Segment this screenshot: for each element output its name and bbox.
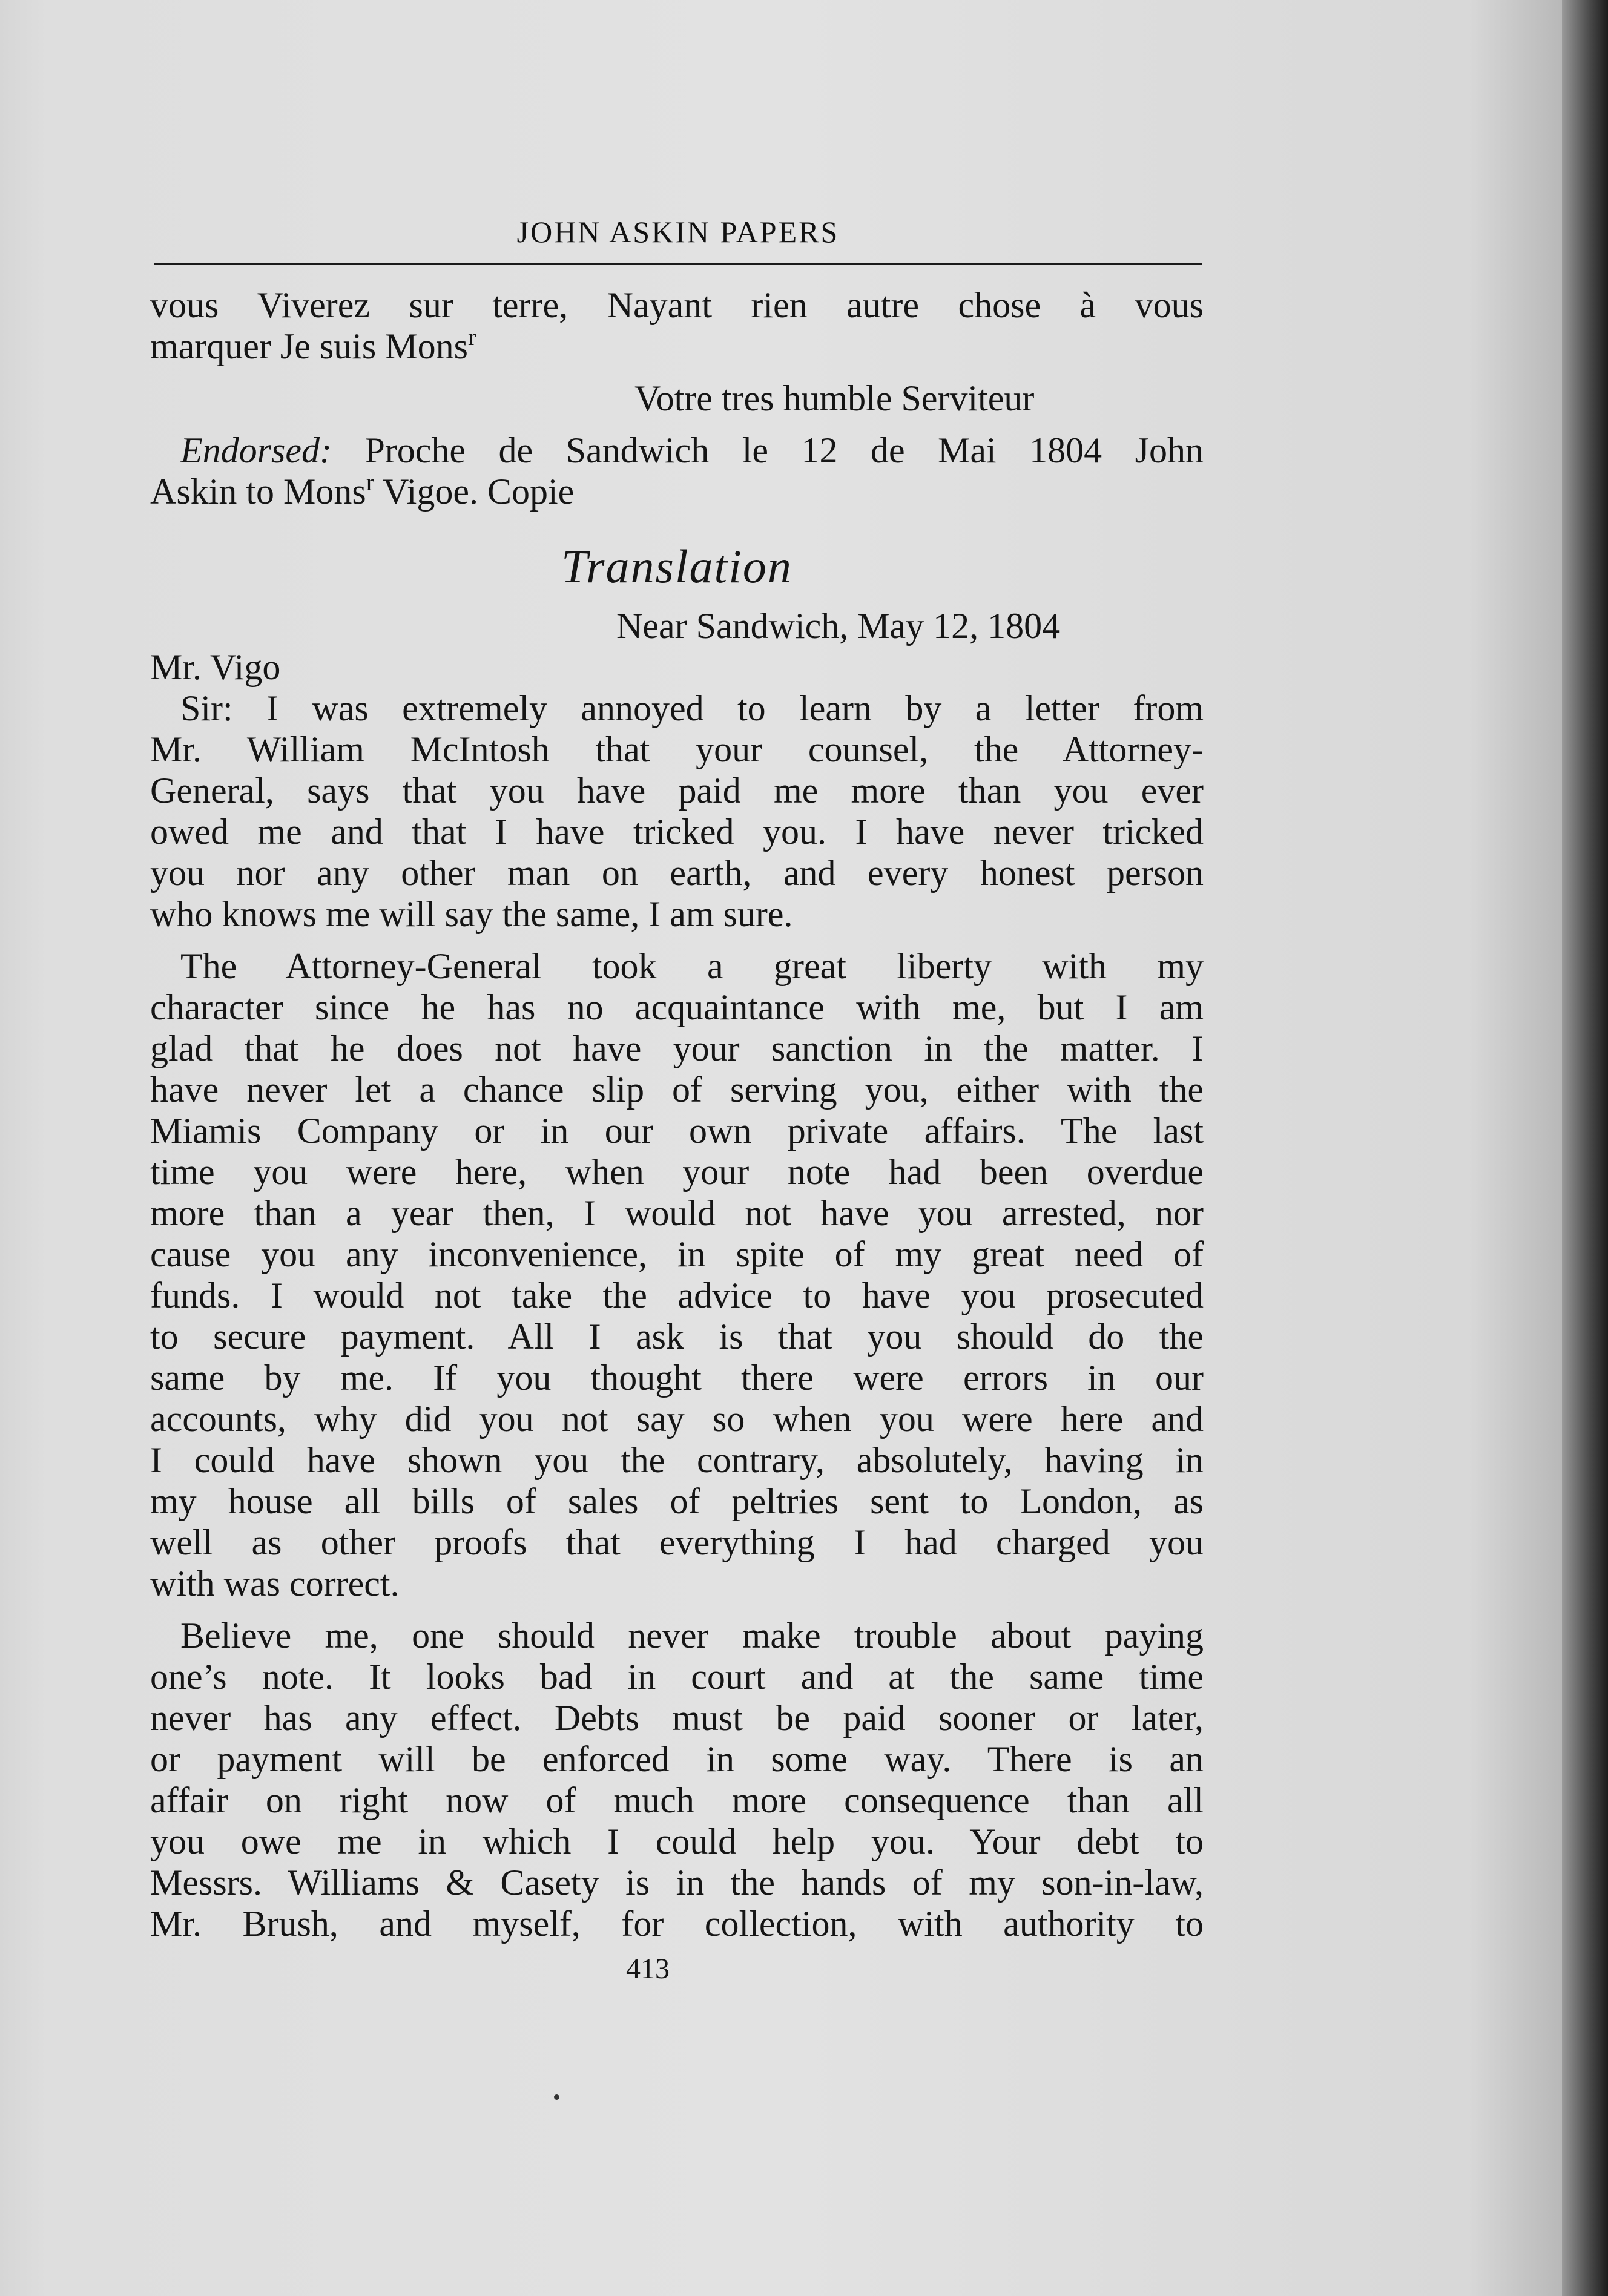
page-edge-shadow — [1562, 0, 1608, 2296]
endorsement-text: Proche de Sandwich le 12 de Mai 1804 John — [331, 430, 1204, 470]
text-line: you owe me in which I could help you. Your debt to — [150, 1821, 1204, 1861]
text-line: with was correct. — [150, 1564, 400, 1604]
text-line: time you were here, when your note had been overdue — [150, 1152, 1204, 1192]
text-line: never has any effect. Debts must be paid sooner or later, — [150, 1698, 1204, 1738]
text-line: The Attorney-General took a great liberty with my — [180, 946, 1204, 986]
text-line: affair on right now of much more consequence than all — [150, 1780, 1204, 1820]
header-rule — [154, 263, 1202, 265]
superscript-r: r — [467, 323, 476, 350]
text-line: funds. I would not take the advice to have you prosecuted — [150, 1275, 1204, 1315]
text-line: well as other proofs that everything I had charged you — [150, 1522, 1204, 1562]
paragraph — [150, 946, 1204, 1604]
text-line: Mr. Brush, and myself, for collection, with authority to — [150, 1904, 1204, 1944]
letter-body — [150, 688, 1204, 1944]
text-line: you nor any other man on earth, and every honest person — [150, 853, 1204, 893]
text-line: my house all bills of sales of peltries sent to London, as — [150, 1481, 1204, 1521]
text-line: who knows me will say the same, I am sure. — [150, 894, 793, 934]
text-line: more than a year then, I would not have you arrested, nor — [150, 1193, 1204, 1233]
text-block — [150, 285, 1204, 1944]
text-line: Mr. William McIntosh that your counsel, the Attorney- — [150, 729, 1204, 769]
text-line: or payment will be enforced in some way. There is an — [150, 1739, 1204, 1779]
text-line: same by me. If you thought there were errors in our — [150, 1358, 1204, 1398]
text-line: one’s note. It looks bad in court and at the same time — [150, 1657, 1204, 1697]
text-line: character since he has no acquaintance with me, but I am — [150, 987, 1204, 1027]
endorsement-line-2 — [150, 471, 1204, 512]
ink-speck — [554, 2094, 559, 2100]
text-line: cause you any inconvenience, in spite of my great need of — [150, 1234, 1204, 1274]
closing-line: Votre tres humble Serviteur — [634, 378, 1035, 418]
salutation: Mr. Vigo — [150, 647, 281, 687]
page-header — [154, 206, 1202, 266]
translation-heading: Translation — [561, 540, 792, 593]
page-number: 413 — [626, 1953, 670, 1985]
text-line: owed me and that I have tricked you. I have never tricked — [150, 812, 1204, 852]
endorsement-line-2-post: Vigoe. Copie — [374, 472, 575, 512]
text-line: to secure payment. All I ask is that you should do the — [150, 1317, 1204, 1357]
text-line: General, says that you have paid me more than you ever — [150, 771, 1204, 811]
text-line: Miamis Company or in our own private affairs. The last — [150, 1111, 1204, 1151]
endorsement-label: Endorsed: — [180, 430, 332, 470]
endorsement-line-1 — [150, 430, 1204, 471]
text-line: Sir: I was extremely annoyed to learn by a letter from — [180, 688, 1204, 728]
text-line: Believe me, one should never make trouble about paying — [180, 1616, 1204, 1656]
paragraph — [150, 688, 1204, 935]
french-line-2-text: marquer Je suis Mons — [150, 326, 468, 366]
paragraph — [150, 1615, 1204, 1944]
running-head: JOHN ASKIN PAPERS — [516, 215, 840, 249]
text-line: Messrs. Williams & Casety is in the hands of my son-in-law, — [150, 1863, 1204, 1903]
text-line: I could have shown you the contrary, absolutely, having in — [150, 1440, 1204, 1480]
text-line: glad that he does not have your sanction in the matter. I — [150, 1028, 1204, 1068]
french-line-1: vous Viverez sur terre, Nayant rien autre chose à vous — [150, 285, 1204, 325]
place-date-line: Near Sandwich, May 12, 1804 — [616, 606, 1061, 646]
text-line: accounts, why did you not say so when you were here and — [150, 1399, 1204, 1439]
french-line-2 — [150, 323, 1204, 367]
superscript-r: r — [366, 469, 375, 496]
endorsement-line-2-pre: Askin to Mons — [150, 472, 366, 512]
text-line: have never let a chance slip of serving you, either with the — [150, 1070, 1204, 1110]
